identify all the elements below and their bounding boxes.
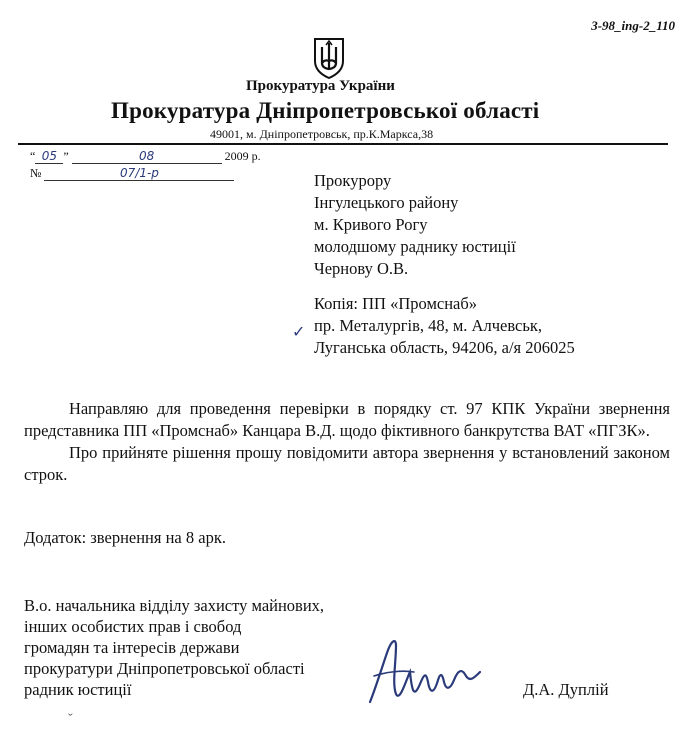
recipient-line: Інгулецького району [314,193,459,212]
number-value: 07/1-р [44,166,234,181]
recipient-line: м. Кривого Рогу [314,215,428,234]
body-paragraph-2: Про прийняте рішення прошу повідомити автора звернення у встановлений законом строк. [24,443,670,484]
date-month: 08 [72,149,222,164]
signature-line: громадян та інтересів держави [24,638,240,657]
body-paragraph-1: Направляю для проведення перевірки в порядку ст. 97 КПК України звернення представника ПП «Промснаб» Канцара В.Д. щодо фіктивного банкрутства ВАТ «ПГЗК». [24,399,670,440]
date-day: 05 [35,149,63,164]
attachment-note: Додаток: звернення на 8 арк. [24,528,226,547]
date-year: 2009 р. [224,149,261,163]
org-address: 49001, м. Дніпропетровськ, пр.К.Маркса,38 [210,127,434,141]
corner-mark-icon: ˇ [68,712,73,727]
org-line-2: Прокуратура Дніпропетровської області [111,98,540,123]
signature-line: прокуратури Дніпропетровської області [24,659,305,678]
registration-date: “ 05 ” 08 2009 р. [30,149,261,163]
signature-line: радник юстиції [24,680,132,699]
number-prefix: № [30,166,42,180]
copy-block [314,293,575,359]
copy-line: Луганська область, 94206, а/я 206025 [314,338,575,357]
letter-body [24,398,670,486]
recipient-line: Прокурору [314,171,392,190]
signature-scribble-icon [362,632,492,710]
org-line-1: Прокуратура України [246,78,395,94]
trident-emblem-icon [312,37,346,79]
header-divider [18,143,668,145]
copy-line: пр. Металургів, 48, м. Алчевськ, [314,316,543,335]
registration-number [30,166,234,181]
recipient-block [314,170,516,280]
signature-block [24,595,324,700]
signatory-name: Д.А. Дуплій [523,680,609,699]
document-id: 3-98_ing-2_110 [591,18,675,33]
signature-line: В.о. начальника відділу захисту майнових, [24,596,325,615]
recipient-line: молодшому раднику юстиції [314,237,516,256]
copy-line: Копія: ПП «Промснаб» [314,294,478,313]
check-mark-icon: ✓ [292,324,306,341]
recipient-line: Чернову О.В. [314,259,409,278]
signature-line: інших особистих прав і свобод [24,617,242,636]
